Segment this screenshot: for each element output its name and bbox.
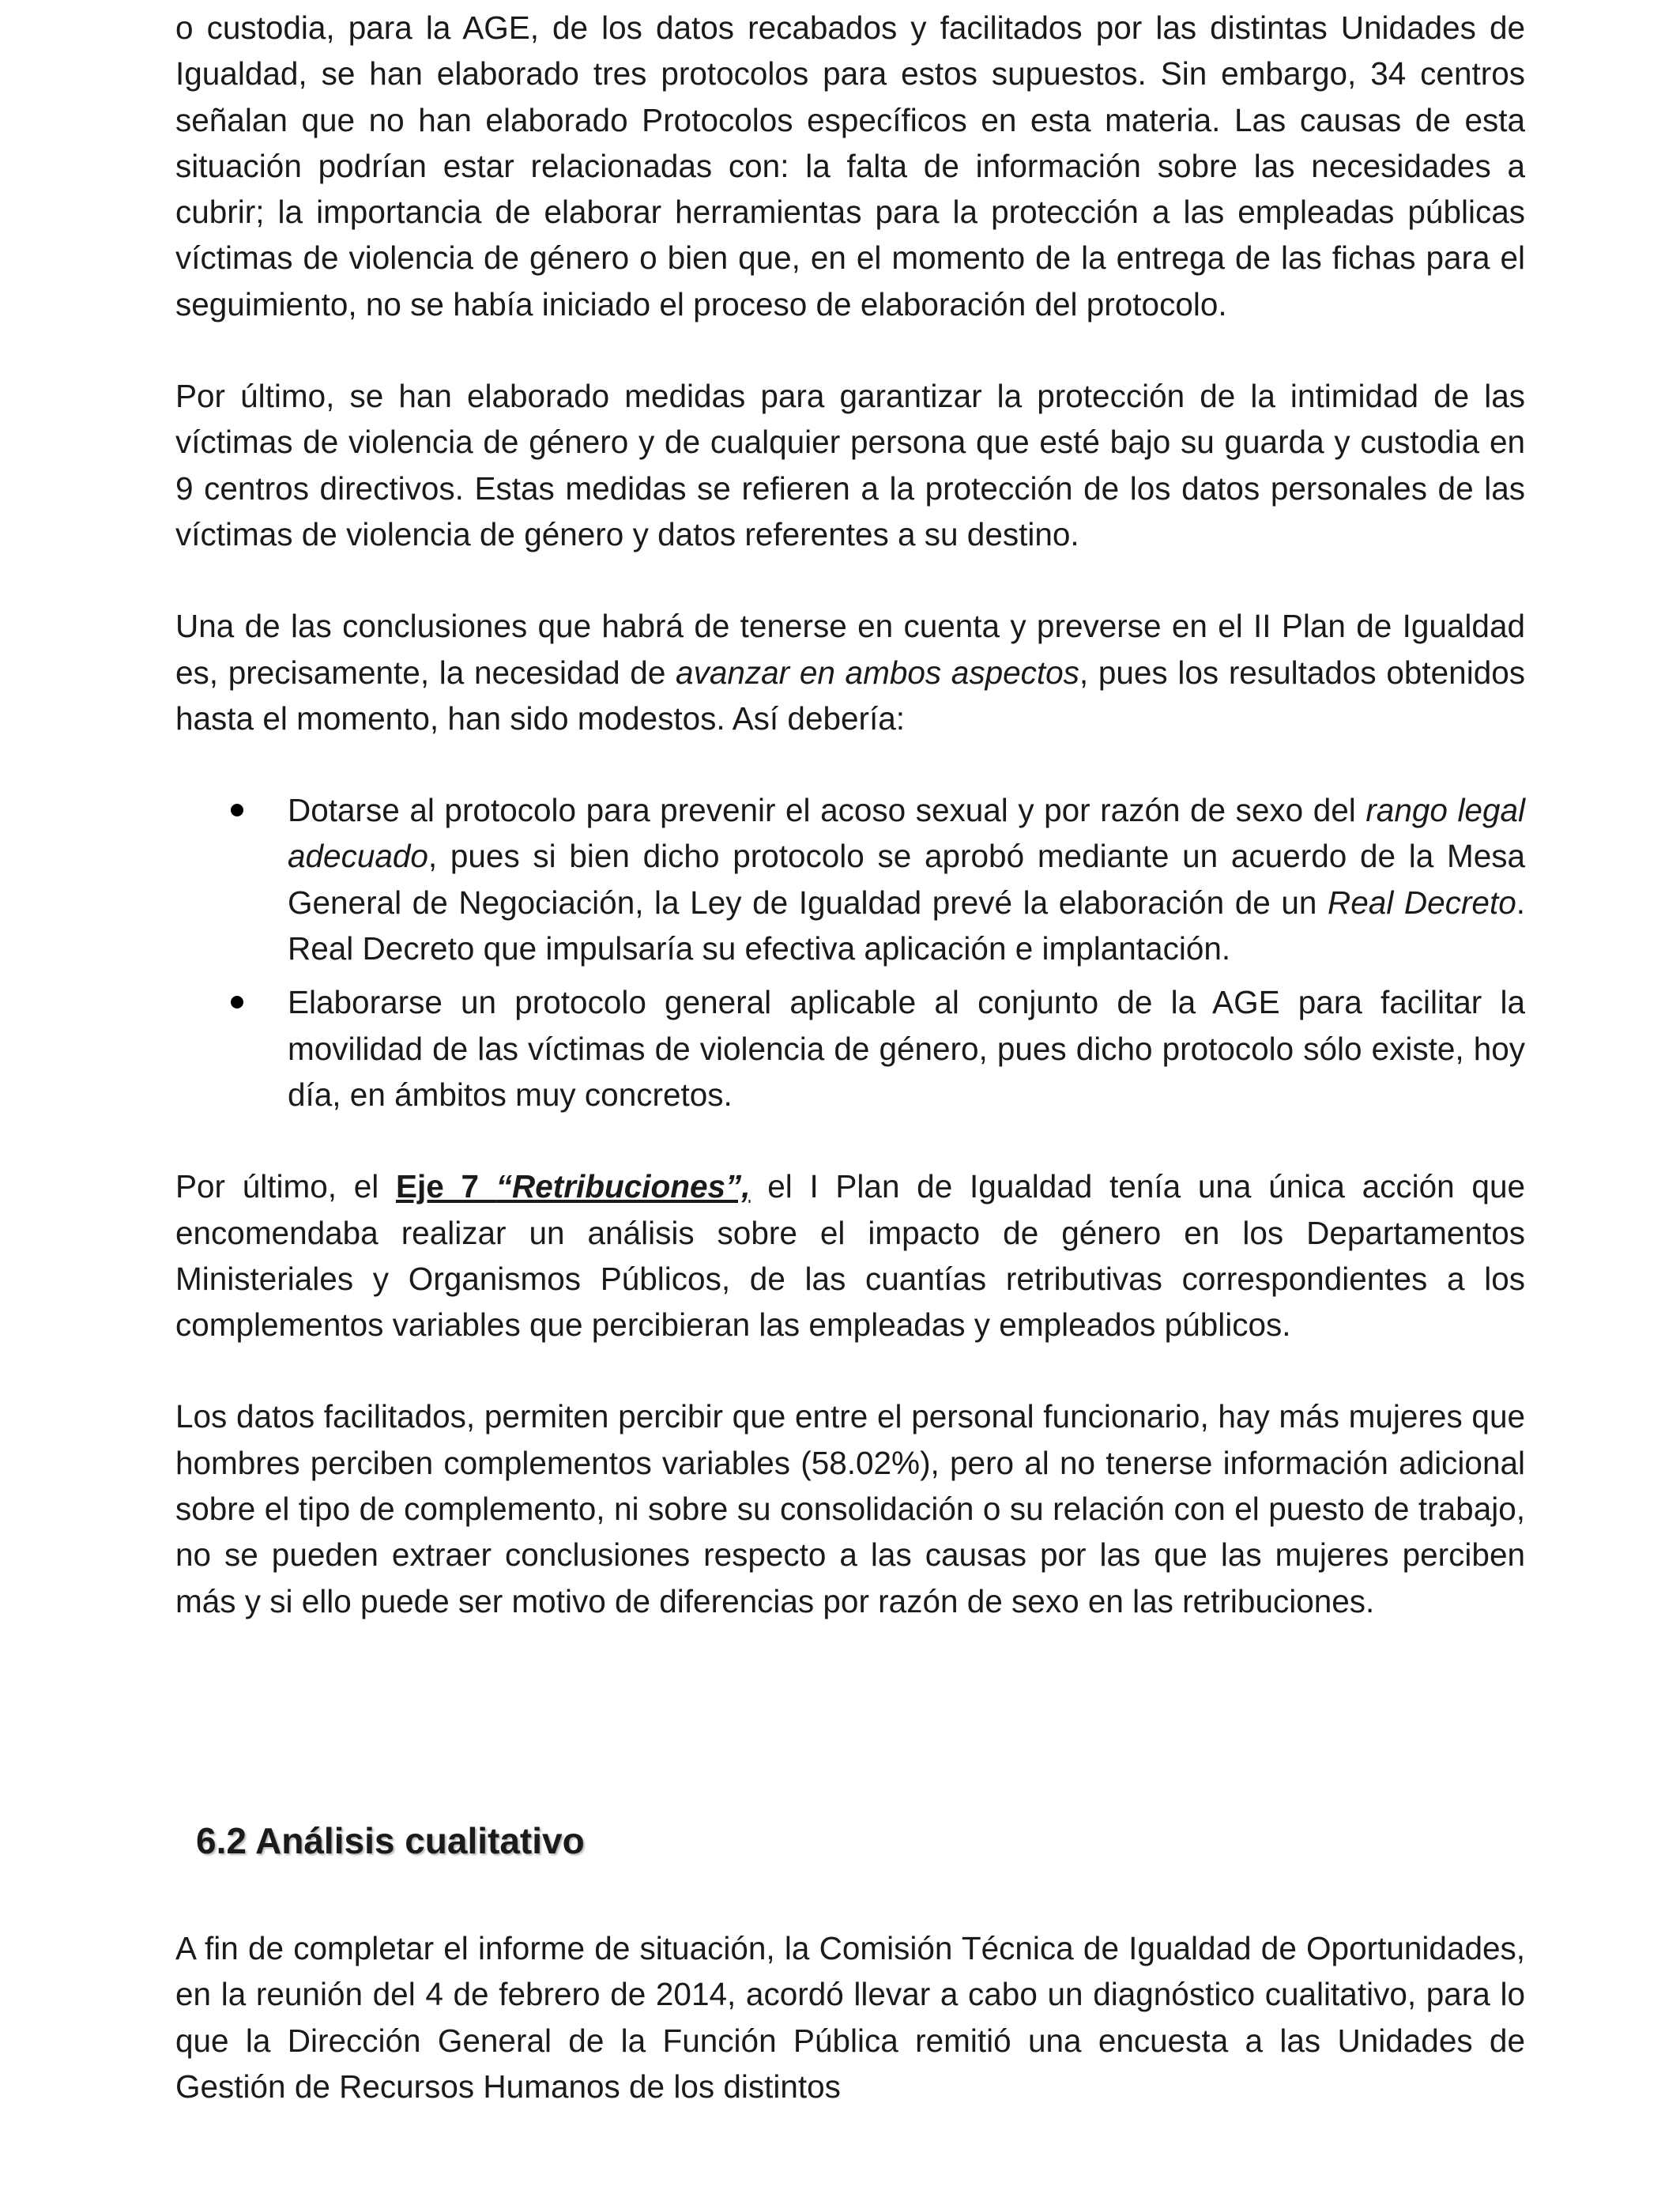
- paragraph-conclusions: [175, 603, 1525, 741]
- paragraph-privacy-measures: Por último, se han elaborado medidas para garantizar la protección de la intimidad de las víctimas de violencia de género y de cualquier persona que esté bajo su guarda y custodia en 9 centros directivos. Estas medidas se refieren a la protección de los datos personales de las víctimas de violencia de género y datos referentes a su destino.: [175, 378, 1525, 552]
- paragraph-spacer: [175, 557, 1525, 603]
- eje-label: Eje 7: [395, 1168, 496, 1205]
- section-heading: 6.2 Análisis cualitativo: [196, 1820, 585, 1861]
- recommendations-list: [175, 787, 1525, 1118]
- bullet-text: Elaborarse un protocolo general aplicable al conjunto de la AGE para facilitar la movilidad de las víctimas de violencia de género, pues dicho protocolo sólo existe, hoy día, en ámbitos muy concretos.: [288, 984, 1525, 1113]
- paragraph-data-findings: Los datos facilitados, permiten percibir que entre el personal funcionario, hay más mujeres que hombres perciben complementos variables (58.02%), pero al no tenerse información adicional sobre el tipo de complemento, ni sobre su consolidación o su relación con el puesto de trabajo, no se pueden extraer conclusiones respecto a las causas por las que las mujeres perciben más y si ello puede ser motivo de diferencias por razón de sexo en las retribuciones.: [175, 1398, 1525, 1619]
- paragraph-protocols: o custodia, para la AGE, de los datos recabados y facilitados por las distintas Unidades de Igualdad, se han elaborado tres protocolos para estos supuestos. Sin embargo, 34 centros señalan que no han elaborado Protocolos específicos en esta materia. Las causas de esta situación podrían estar relacionadas con: la falta de información sobre las necesidades a cubrir; la importancia de elaborar herramientas para la protección a las empleadas públicas víctimas de violencia de género o bien que, en el momento de la entrega de las fichas para el seguimiento, no se había iniciado el proceso de elaboración del protocolo.: [175, 9, 1525, 322]
- bullet-text-end: . Real Decreto que impulsaría su efectiva aplicación e implantación.: [288, 884, 1525, 967]
- bullet-dot-icon: [231, 804, 243, 816]
- bullet-emphasis-rango: rango legal adecuado: [288, 792, 1526, 875]
- eje-title: “Retribuciones”,: [495, 1168, 751, 1205]
- document-body: [175, 5, 1525, 1624]
- bullet-text-start: Dotarse al protocolo para prevenir el acoso sexual y por razón de sexo del: [288, 792, 1366, 829]
- list-item: [175, 979, 1525, 1118]
- conclusions-text-start: Una de las conclusiones que habrá de tenerse en cuenta y preverse en el II Plan de Igualdad es, precisamente, la necesidad de: [175, 608, 1525, 691]
- list-item: [175, 787, 1525, 971]
- retribuciones-text-end: el I Plan de Igualdad tenía una única acción que encomendaba realizar un análisis sobre el impacto de género en los Departamentos Ministeriales y Organismos Públicos, de las cuantías retributivas correspondientes a los complementos variables que percibieran las empleadas y empleados públicos.: [175, 1168, 1525, 1344]
- bullet-text-middle: , pues si bien dicho protocolo se aprobó mediante un acuerdo de la Mesa General de Negociación, la Ley de Igualdad prevé la elaboración de un: [288, 838, 1525, 921]
- paragraph-qualitative-intro: A fin de completar el informe de situación, la Comisión Técnica de Igualdad de Oportunidades, en la reunión del 4 de febrero de 2014, acordó llevar a cabo un diagnóstico cualitativo, para lo que la Dirección General de la Función Pública remitió una encuesta a las Unidades de Gestión de Recursos Humanos de los distintos: [175, 1930, 1525, 2105]
- paragraph-spacer: [175, 1348, 1525, 1393]
- eje-7-reference: [396, 1168, 751, 1204]
- paragraph-spacer: [175, 741, 1525, 787]
- paragraph-spacer: [175, 327, 1525, 373]
- paragraph-retribuciones: [175, 1163, 1525, 1348]
- paragraph-spacer: [175, 1118, 1525, 1163]
- conclusions-text-end: , pues los resultados obtenidos hasta el momento, han sido modestos. Así debería:: [175, 654, 1526, 737]
- bullet-dot-icon: [231, 996, 243, 1008]
- bullet-emphasis-decreto: Real Decreto: [1328, 884, 1516, 921]
- conclusions-emphasis: avanzar en ambos aspectos: [676, 654, 1079, 691]
- retribuciones-text-start: Por último, el: [175, 1168, 396, 1205]
- section-body: [175, 1925, 1525, 2109]
